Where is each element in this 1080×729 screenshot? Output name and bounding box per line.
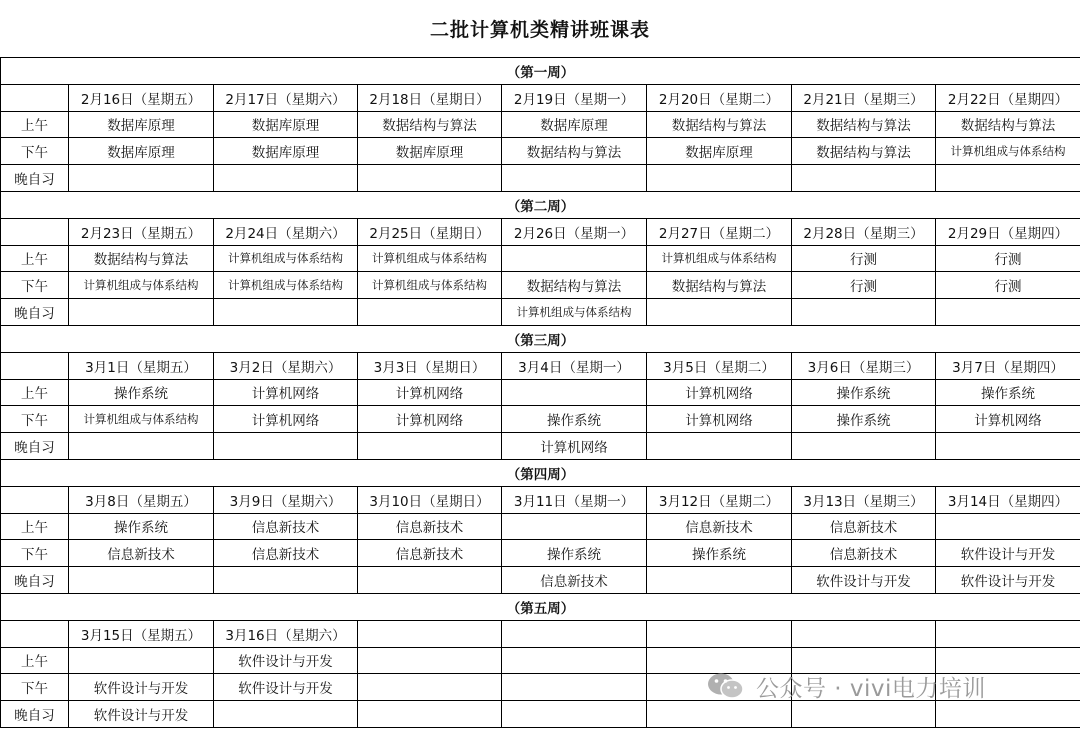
- course-cell: [69, 433, 214, 460]
- slot-row: [1, 701, 1080, 728]
- course-cell: [647, 165, 792, 192]
- course-cell: 数据库原理: [214, 138, 358, 165]
- course-cell: [936, 299, 1080, 326]
- course-cell: 数据库原理: [69, 111, 214, 138]
- course-cell: 数据结构与算法: [69, 245, 214, 272]
- date-cell: 2月18日（星期日）: [358, 84, 502, 111]
- course-cell: [936, 165, 1080, 192]
- date-cell: 2月26日（星期一）: [502, 218, 647, 245]
- course-cell: [214, 701, 358, 728]
- course-cell: 行测: [936, 245, 1080, 272]
- date-cell: [647, 620, 792, 647]
- slot-row: [1, 540, 1080, 567]
- date-cell: 3月13日（星期三）: [792, 486, 936, 513]
- slot-row: [1, 272, 1080, 299]
- course-cell: 数据结构与算法: [647, 111, 792, 138]
- slot-row: [1, 567, 1080, 594]
- course-cell: [502, 245, 647, 272]
- watermark-text: 公众号 · vivi电力培训: [756, 675, 986, 702]
- course-cell: [358, 647, 502, 674]
- course-cell: 信息新技术: [69, 540, 214, 567]
- date-cell: 3月9日（星期六）: [214, 486, 358, 513]
- course-cell: [358, 674, 502, 701]
- corner-cell: [1, 486, 69, 513]
- slot-label: 上午: [1, 647, 69, 674]
- date-cell: [358, 620, 502, 647]
- course-cell: 计算机网络: [358, 406, 502, 433]
- date-cell: 2月16日（星期五）: [69, 84, 214, 111]
- slot-label: 晚自习: [1, 701, 69, 728]
- date-row: [1, 620, 1080, 647]
- course-cell: 计算机组成与体系结构: [69, 406, 214, 433]
- page-title: 二批计算机类精讲班课表: [429, 19, 650, 41]
- course-cell: 软件设计与开发: [936, 567, 1080, 594]
- course-cell: [647, 433, 792, 460]
- course-cell: [69, 299, 214, 326]
- week-header-row: [1, 58, 1080, 85]
- course-cell: [502, 701, 647, 728]
- course-cell: 计算机网络: [214, 406, 358, 433]
- course-cell: 计算机组成与体系结构: [936, 138, 1080, 165]
- course-cell: [792, 433, 936, 460]
- corner-cell: [1, 218, 69, 245]
- course-cell: 数据结构与算法: [792, 138, 936, 165]
- course-cell: [358, 433, 502, 460]
- week-label: （第二周）: [1, 191, 1080, 218]
- course-cell: 信息新技术: [358, 540, 502, 567]
- slot-row: [1, 299, 1080, 326]
- course-cell: 数据库原理: [69, 138, 214, 165]
- slot-label: 下午: [1, 272, 69, 299]
- date-cell: 2月23日（星期五）: [69, 218, 214, 245]
- schedule-table: [0, 57, 1080, 728]
- course-cell: 数据结构与算法: [647, 272, 792, 299]
- course-cell: 操作系统: [647, 540, 792, 567]
- course-cell: 计算机组成与体系结构: [214, 245, 358, 272]
- course-cell: 行测: [792, 272, 936, 299]
- course-cell: [936, 513, 1080, 540]
- course-cell: [502, 165, 647, 192]
- week-header-row: [1, 593, 1080, 620]
- date-cell: 2月24日（星期六）: [214, 218, 358, 245]
- course-cell: 信息新技术: [792, 540, 936, 567]
- course-cell: [69, 165, 214, 192]
- slot-label: 上午: [1, 379, 69, 406]
- course-cell: 操作系统: [69, 513, 214, 540]
- slot-label: 上午: [1, 513, 69, 540]
- course-cell: 数据结构与算法: [936, 111, 1080, 138]
- week-header-row: [1, 459, 1080, 486]
- date-cell: 3月1日（星期五）: [69, 352, 214, 379]
- course-cell: 计算机网络: [647, 379, 792, 406]
- date-cell: 2月21日（星期三）: [792, 84, 936, 111]
- course-cell: 操作系统: [502, 540, 647, 567]
- date-cell: 2月29日（星期四）: [936, 218, 1080, 245]
- course-cell: [214, 299, 358, 326]
- course-cell: 计算机网络: [502, 433, 647, 460]
- date-cell: 3月15日（星期五）: [69, 620, 214, 647]
- course-cell: 信息新技术: [502, 567, 647, 594]
- date-cell: 2月28日（星期三）: [792, 218, 936, 245]
- date-cell: 3月8日（星期五）: [69, 486, 214, 513]
- course-cell: 数据结构与算法: [502, 272, 647, 299]
- slot-label: 下午: [1, 138, 69, 165]
- date-cell: 3月12日（星期二）: [647, 486, 792, 513]
- course-cell: [69, 647, 214, 674]
- date-cell: 3月14日（星期四）: [936, 486, 1080, 513]
- course-cell: 数据结构与算法: [502, 138, 647, 165]
- course-cell: [502, 513, 647, 540]
- date-cell: [502, 620, 647, 647]
- week-label: （第三周）: [1, 325, 1080, 352]
- course-cell: [214, 433, 358, 460]
- course-cell: 数据库原理: [214, 111, 358, 138]
- date-cell: 3月5日（星期二）: [647, 352, 792, 379]
- slot-label: 晚自习: [1, 165, 69, 192]
- course-cell: 操作系统: [936, 379, 1080, 406]
- date-row: [1, 84, 1080, 111]
- course-cell: 计算机网络: [358, 379, 502, 406]
- course-cell: [647, 701, 792, 728]
- date-cell: 3月16日（星期六）: [214, 620, 358, 647]
- date-cell: 2月25日（星期日）: [358, 218, 502, 245]
- course-cell: [792, 299, 936, 326]
- course-cell: [358, 299, 502, 326]
- date-cell: 2月20日（星期二）: [647, 84, 792, 111]
- course-cell: 操作系统: [502, 406, 647, 433]
- course-cell: 软件设计与开发: [936, 540, 1080, 567]
- course-cell: [358, 567, 502, 594]
- course-cell: [358, 165, 502, 192]
- course-cell: 信息新技术: [792, 513, 936, 540]
- course-cell: 计算机网络: [936, 406, 1080, 433]
- corner-cell: [1, 620, 69, 647]
- course-cell: [936, 701, 1080, 728]
- date-cell: 3月6日（星期三）: [792, 352, 936, 379]
- course-cell: 信息新技术: [214, 540, 358, 567]
- date-cell: 3月2日（星期六）: [214, 352, 358, 379]
- course-cell: [647, 299, 792, 326]
- course-cell: 数据库原理: [358, 138, 502, 165]
- course-cell: [647, 567, 792, 594]
- course-cell: 数据结构与算法: [358, 111, 502, 138]
- watermark: [706, 668, 986, 704]
- course-cell: 数据结构与算法: [792, 111, 936, 138]
- course-cell: 计算机网络: [647, 406, 792, 433]
- course-cell: 操作系统: [69, 379, 214, 406]
- slot-label: 下午: [1, 674, 69, 701]
- date-cell: 2月17日（星期六）: [214, 84, 358, 111]
- course-cell: [792, 701, 936, 728]
- date-cell: 3月3日（星期日）: [358, 352, 502, 379]
- slot-row: [1, 379, 1080, 406]
- course-cell: 计算机组成与体系结构: [358, 245, 502, 272]
- course-cell: 操作系统: [792, 406, 936, 433]
- slot-label: 晚自习: [1, 567, 69, 594]
- week-label: （第一周）: [1, 58, 1080, 85]
- slot-label: 上午: [1, 111, 69, 138]
- week-label: （第五周）: [1, 593, 1080, 620]
- date-cell: 2月19日（星期一）: [502, 84, 647, 111]
- course-cell: 计算机组成与体系结构: [69, 272, 214, 299]
- course-cell: 信息新技术: [214, 513, 358, 540]
- slot-row: [1, 513, 1080, 540]
- course-cell: [502, 379, 647, 406]
- course-cell: 数据库原理: [647, 138, 792, 165]
- date-cell: 3月10日（星期日）: [358, 486, 502, 513]
- slot-row: [1, 138, 1080, 165]
- course-cell: [214, 567, 358, 594]
- slot-row: [1, 433, 1080, 460]
- slot-label: 上午: [1, 245, 69, 272]
- course-cell: 数据库原理: [502, 111, 647, 138]
- corner-cell: [1, 352, 69, 379]
- slot-label: 下午: [1, 540, 69, 567]
- course-cell: 计算机组成与体系结构: [214, 272, 358, 299]
- course-cell: [792, 165, 936, 192]
- course-cell: 信息新技术: [647, 513, 792, 540]
- course-cell: 信息新技术: [358, 513, 502, 540]
- course-cell: [502, 647, 647, 674]
- slot-label: 下午: [1, 406, 69, 433]
- slot-label: 晚自习: [1, 433, 69, 460]
- date-cell: 3月4日（星期一）: [502, 352, 647, 379]
- date-cell: [936, 620, 1080, 647]
- course-cell: [936, 433, 1080, 460]
- slot-label: 晚自习: [1, 299, 69, 326]
- date-cell: [792, 620, 936, 647]
- course-cell: 计算机组成与体系结构: [502, 299, 647, 326]
- course-cell: 软件设计与开发: [792, 567, 936, 594]
- week-header-row: [1, 325, 1080, 352]
- course-cell: 软件设计与开发: [214, 647, 358, 674]
- slot-row: [1, 406, 1080, 433]
- course-cell: [502, 674, 647, 701]
- course-cell: 计算机组成与体系结构: [358, 272, 502, 299]
- date-row: [1, 352, 1080, 379]
- course-cell: 软件设计与开发: [69, 674, 214, 701]
- course-cell: 软件设计与开发: [214, 674, 358, 701]
- date-cell: 2月27日（星期二）: [647, 218, 792, 245]
- course-cell: 操作系统: [792, 379, 936, 406]
- course-cell: [69, 567, 214, 594]
- date-row: [1, 218, 1080, 245]
- wechat-icon: [706, 671, 746, 701]
- course-cell: 计算机网络: [214, 379, 358, 406]
- course-cell: 软件设计与开发: [69, 701, 214, 728]
- corner-cell: [1, 84, 69, 111]
- date-row: [1, 486, 1080, 513]
- week-header-row: [1, 191, 1080, 218]
- date-cell: 3月7日（星期四）: [936, 352, 1080, 379]
- date-cell: 2月22日（星期四）: [936, 84, 1080, 111]
- course-cell: 计算机组成与体系结构: [647, 245, 792, 272]
- slot-row: [1, 245, 1080, 272]
- course-cell: [358, 701, 502, 728]
- date-cell: 3月11日（星期一）: [502, 486, 647, 513]
- course-cell: 行测: [936, 272, 1080, 299]
- course-cell: [214, 165, 358, 192]
- week-label: （第四周）: [1, 459, 1080, 486]
- slot-row: [1, 165, 1080, 192]
- course-cell: 行测: [792, 245, 936, 272]
- slot-row: [1, 111, 1080, 138]
